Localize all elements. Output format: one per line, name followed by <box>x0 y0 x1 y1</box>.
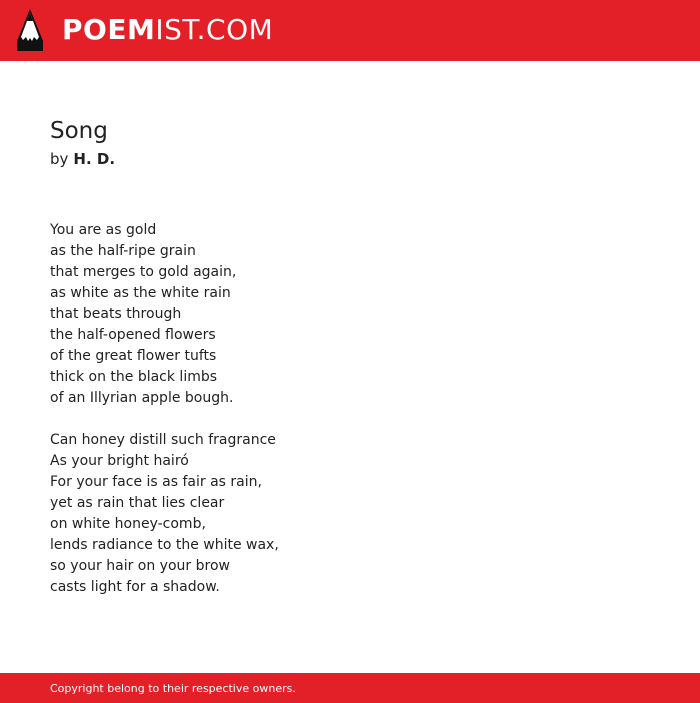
poem-line: of an Illyrian apple bough. <box>50 390 234 406</box>
pencil-tip-icon <box>17 9 43 51</box>
poem-line: casts light for a shadow. <box>50 579 220 595</box>
poem-line: As your bright hairó <box>50 453 189 469</box>
poem-container <box>50 116 650 619</box>
site-header <box>0 0 700 61</box>
poem-line: that merges to gold again, <box>50 264 237 280</box>
site-logo[interactable] <box>17 9 273 51</box>
poem-line: yet as rain that lies clear <box>50 495 225 511</box>
poem-body <box>50 220 650 598</box>
poem-line: as the half-ripe grain <box>50 243 196 259</box>
logo-text-light: IST.COM <box>155 13 274 46</box>
logo-text-bold: POEM <box>62 13 156 46</box>
poem-line: For your face is as fair as rain, <box>50 474 262 490</box>
poem-line: thick on the black limbs <box>50 369 218 385</box>
poem-line: You are as gold <box>50 222 157 238</box>
logo-text <box>62 9 273 51</box>
author-name: H. D. <box>73 150 116 168</box>
stanza <box>50 220 650 409</box>
poem-line: lends radiance to the white wax, <box>50 537 279 553</box>
copyright-text: Copyright belong to their respective owners. <box>50 682 296 695</box>
poem-line: that beats through <box>50 306 182 322</box>
byline <box>50 148 650 170</box>
poem-line: of the great flower tufts <box>50 348 217 364</box>
stanza <box>50 430 650 598</box>
poem-line: Can honey distill such fragrance <box>50 432 276 448</box>
poem-line: so your hair on your brow <box>50 558 230 574</box>
poem-line: as white as the white rain <box>50 285 231 301</box>
site-footer <box>0 673 700 703</box>
poem-title: Song <box>50 118 108 144</box>
poem-line: the half-opened flowers <box>50 327 216 343</box>
by-label: by <box>50 150 69 168</box>
poem-line: on white honey-comb, <box>50 516 206 532</box>
